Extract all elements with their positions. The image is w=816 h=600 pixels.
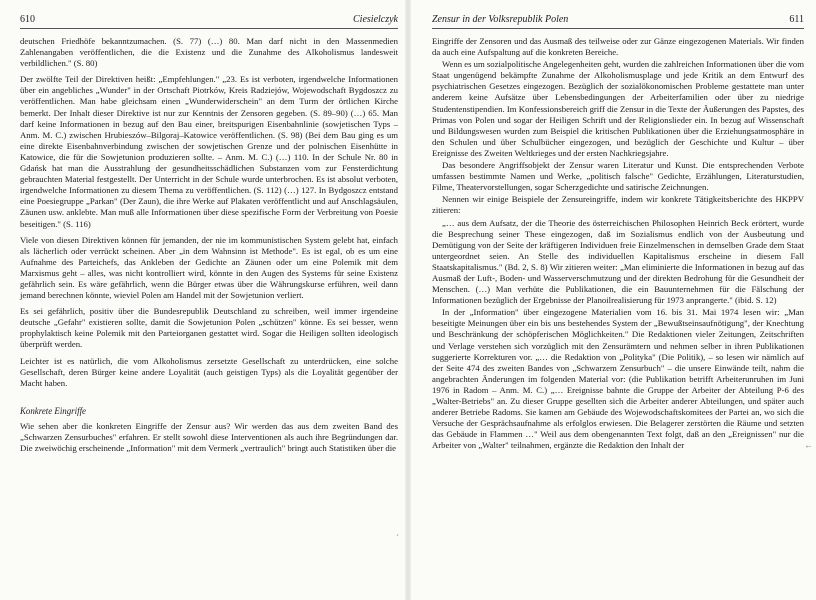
paragraph: In der „Information" über eingezogene Materialien vom 16. bis 31. Mai 1974 lesen wir: „Man beseitigte Meinungen über ein bis uns bestehendes System der „Bewußtseinsaufnötigung", der Knechtung und Beschränkung der schöpferischen Möglichkeiten." Die Redaktionen vieler Zeitungen, Zeitschriften und Verlage verstehen sich vorzüglich mit den Zensurämtern und nehmen selber in ihren Publikationen suggerierte Korrekturen vor. „… die Redaktion von „Polityka" (Die Politik), – so lesen wir nämlich auf der Seite 474 des zweiten Bandes von „Schwarzem Zensurbuch" – die unsere Einwände teilt, nahm die angebrachten Änderungen im folgenden Material vor: (die Publikation betrifft Arbeiterunruhen im Juni 1976 in Radom – Anm. M. C.) „… Ereignisse bahnte die Gruppe der Arbeiter der Abteilung P-6 des „Walter-Betriebs" an. Zu dieser Gruppe gesellten sich die Arbeiter anderer Abteilungen, und später auch anderer Betriebe Radoms. Sie kamen am Gebäude des Wojewodschaftskomitees der Partei an, wo sich die Versuche der Gesprächsaufnahme als erfolglos erwiesen. Die Belagerer zerstörten die Räume und setzten das Gebäude in Flammen …" Weil aus dem obengenannten Text folgt, daß an den „Ereignissen" nur die Arbeiter von „Walter" teilnahmen, ergänzte die Redaktion den Inhalt der [432,307,804,451]
margin-mark: ← [804,440,813,450]
header-rule [20,28,398,29]
page-number: 610 [20,14,35,25]
right-header [432,14,804,26]
paragraph: Es sei gefährlich, positiv über die Bundesrepublik Deutschland zu schreiben, weil immer irgendeine deutsche „Gefahr" existieren sollte, damit die Sowjetunion Polen „schützen" könne. Es sei besser, wenn prophylaktisch keine Polemik mit den Parteiorganen gestattet wird. Sogar die Heiligen sollten ideologisch überprüft werden. [20,306,398,350]
page-number: 611 [789,14,804,25]
paragraph: Der zwölfte Teil der Direktiven heißt: „Empfehlungen." „23. Es ist verboten, irgendwelche Informationen über ein angebliches „Wunder" in der Ortschaft Piotrków, Kreis Radziejów, Wojewodschaft Bygdoszcz zu veröffentlichen. Man habe gleichsam einen „Wunderwiderschein" an dem Turm der örtlichen Kirche bemerkt. Der Inhalt dieser Direktive ist nur zur Kenntnis der Zensoren gegeben. (S. 89–90) (…) 65. Man darf keine Informationen in bezug auf den Bau einer, breitspurigen Eisenbahnlinie (sowjetischen Typs – Anm. M. C.) zwischen Hrubieszów–Bilgoraj–Katowice veröffentlichen. (S. 98) (Bei dem Bau ging es um eine direkte Eisenbahnverbindung zwischen der sowjetischen Grenze und der polnischen Eisenhütte in Katowice, die für die Sowjetunion produzieren sollte. – Anm. M. C.) (…) 110. In der Schule Nr. 80 in Gdańsk hat man die Ausstrahlung der gesundheitsschädlichen Substanzen vom zur Fensterdichtung gebrauchten Material festgestellt. Der Unterricht in der Schule wurde unterbrochen. Es ist absolut verboten, irgendwelche Informationen zu diesem Thema zu veröffentlichen. (S. 112) (…) 127. In Bydgoszcz entstand eine Poesiegruppe „Parkan" (Der Zaun), die ihre Werke auf Plakaten veröffentlicht und auf Anschlagsäulen, Zäunen usw. anklebte. Man muß alle Informationen über diese spezifische Form der Verbreitung von Poesie beseitigen." (S. 116) [20,74,398,229]
paragraph: „… aus dem Aufsatz, der die Theorie des österreichischen Philosophen Heinrich Beck erörtert, wurde die Besprechung seiner These eingezogen, daß im Sozialismus endlich von der Ausbeutung und Demütigung von der Seite der kräftigeren Individuen freie Einzelmenschen in demselben Grade dem Staat untergeordnet seien. An Stelle des individuellen Kapitalismus erscheine in diesem Fall Staatskapitalismus." (Bd. 2, S. 8) Wir zitieren weiter: „Man eliminierte die Informationen in bezug auf das Ausmaß der Luft-, Boden- und Wasserverschmutzung und der direkten Bedrohung für die Gesundheit der Menschen. (…) Man verhüte die Publikationen, die ein Bauunternehmen für die Fälschung der Informationen bezüglich der Ergebnisse der Planoilrealisierung für 1973 anprangerte." (ibid. S. 12) [432,217,804,306]
header-rule [432,28,804,29]
paragraph: Leichter ist es natürlich, die vom Alkoholismus zersetzte Gesellschaft zu unterdrücken, eine solche Gesellschaft, deren Bürger keine andere Loyalität (auch geistigen Typs) als die Loyalität gegenüber der Macht haben. [20,355,398,388]
right-body-text [432,36,804,452]
margin-mark: ´ [396,533,399,543]
paragraph: Das besondere Angriffsobjekt der Zensur waren Literatur und Kunst. Die entsprechenden Verbote umfassen bestimmte Namen und Werke, „politisch falsche" Gedichte, Erzählungen, Literaturstudien, Filme, Theatervorstellungen, sogar Scherzgedichte und satirische Zeichnungen. [432,160,804,193]
right-page [408,0,816,600]
paragraph: Nennen wir einige Beispiele der Zensureingriffe, indem wir konkrete Tätigkeitsberichte des HKPPV zitieren: [432,194,804,216]
left-header [20,14,398,26]
paragraph: Wie sehen aber die konkreten Eingriffe der Zensur aus? Wir werden das aus dem zweiten Band des „Schwarzen Zensurbuches" erfahren. Er stellt sowohl diese Interventionen als auch ihre Begründungen dar. Die zweiwöchig erscheinende „Information" mit dem Vermerk „vertraulich" bringt auch Statistiken über die [20,420,398,453]
paragraph: Wenn es um sozialpolitische Angelegenheiten geht, wurden die zahlreichen Informationen über die vom Staat ungenügend bekämpfte Zunahme der Alkoholismusplage und jede Kritik an dem Entwurf des psychiatrischen Gesetzes eingezogen. Bezüglich der sozialökonomischen Probleme gestattete man unter anderem keine Aufsätze über Lebensbedingungen der Arbeiterfamilien oder über zu niedrige Studentenstipendien. Im Konfessionsbereich griff die Zensur in die Texte der Äußerungen des Papstes, des Primas von Polen und sogar der Heiligen Schrift und der Religionslieder ein. In bezug auf Wissenschaft und Bildungswesen wurden zum Beispiel die kritischen Publikationen über die Erziehungsatmosphäre in den Schulen und über Schulbücher eingezogen, und bezüglich der Geschichte und Kultur – über Ereignisse des Zweiten Weltkrieges und der ersten Nachkriegsjahre. [432,59,804,158]
paragraph: Eingriffe der Zensoren und das Ausmaß des teilweise oder zur Gänze eingezogenen Materials. Wir finden da auch eine Aufspaltung auf die konkreten Bereiche. [432,36,804,58]
left-body-text [20,36,398,459]
running-head: Zensur in der Volksrepublik Polen [432,14,569,25]
section-heading: Konkrete Eingriffe [20,405,86,416]
paragraph: Viele von diesen Direktiven können für jemanden, der nie im kommunistischen System gelebt hat, einfach als lächerlich oder verrückt scheinen. Aber „in dem Wahnsinn ist Methode". Es ist egal, ob es um eine Aufnahme des Parteichefs, das Ankleben der Gedichte an Zäunen oder um eine Polemik mit dem Marxismus geht – alles, was nicht kontrolliert wird, könnte in den Augen des Systems für seine Existenz gefährlich sein. Es wäre gefährlich, wenn die Bürger etwas über die Währungskurse erführen, weil dann jemand berechnen könnte, wieviel Polen am Handel mit der Sowjetunion verliert. [20,234,398,301]
paragraph: deutschen Friedhöfe bekanntzumachen. (S. 77) (…) 80. Man darf nicht in den Massenmedien Zahlenangaben veröffentlichen, die die Existenz und die Zunahme des Alkoholismus landesweit verbildlichen." (S. 80) [20,36,398,69]
running-head: Ciesielczyk [353,14,398,25]
